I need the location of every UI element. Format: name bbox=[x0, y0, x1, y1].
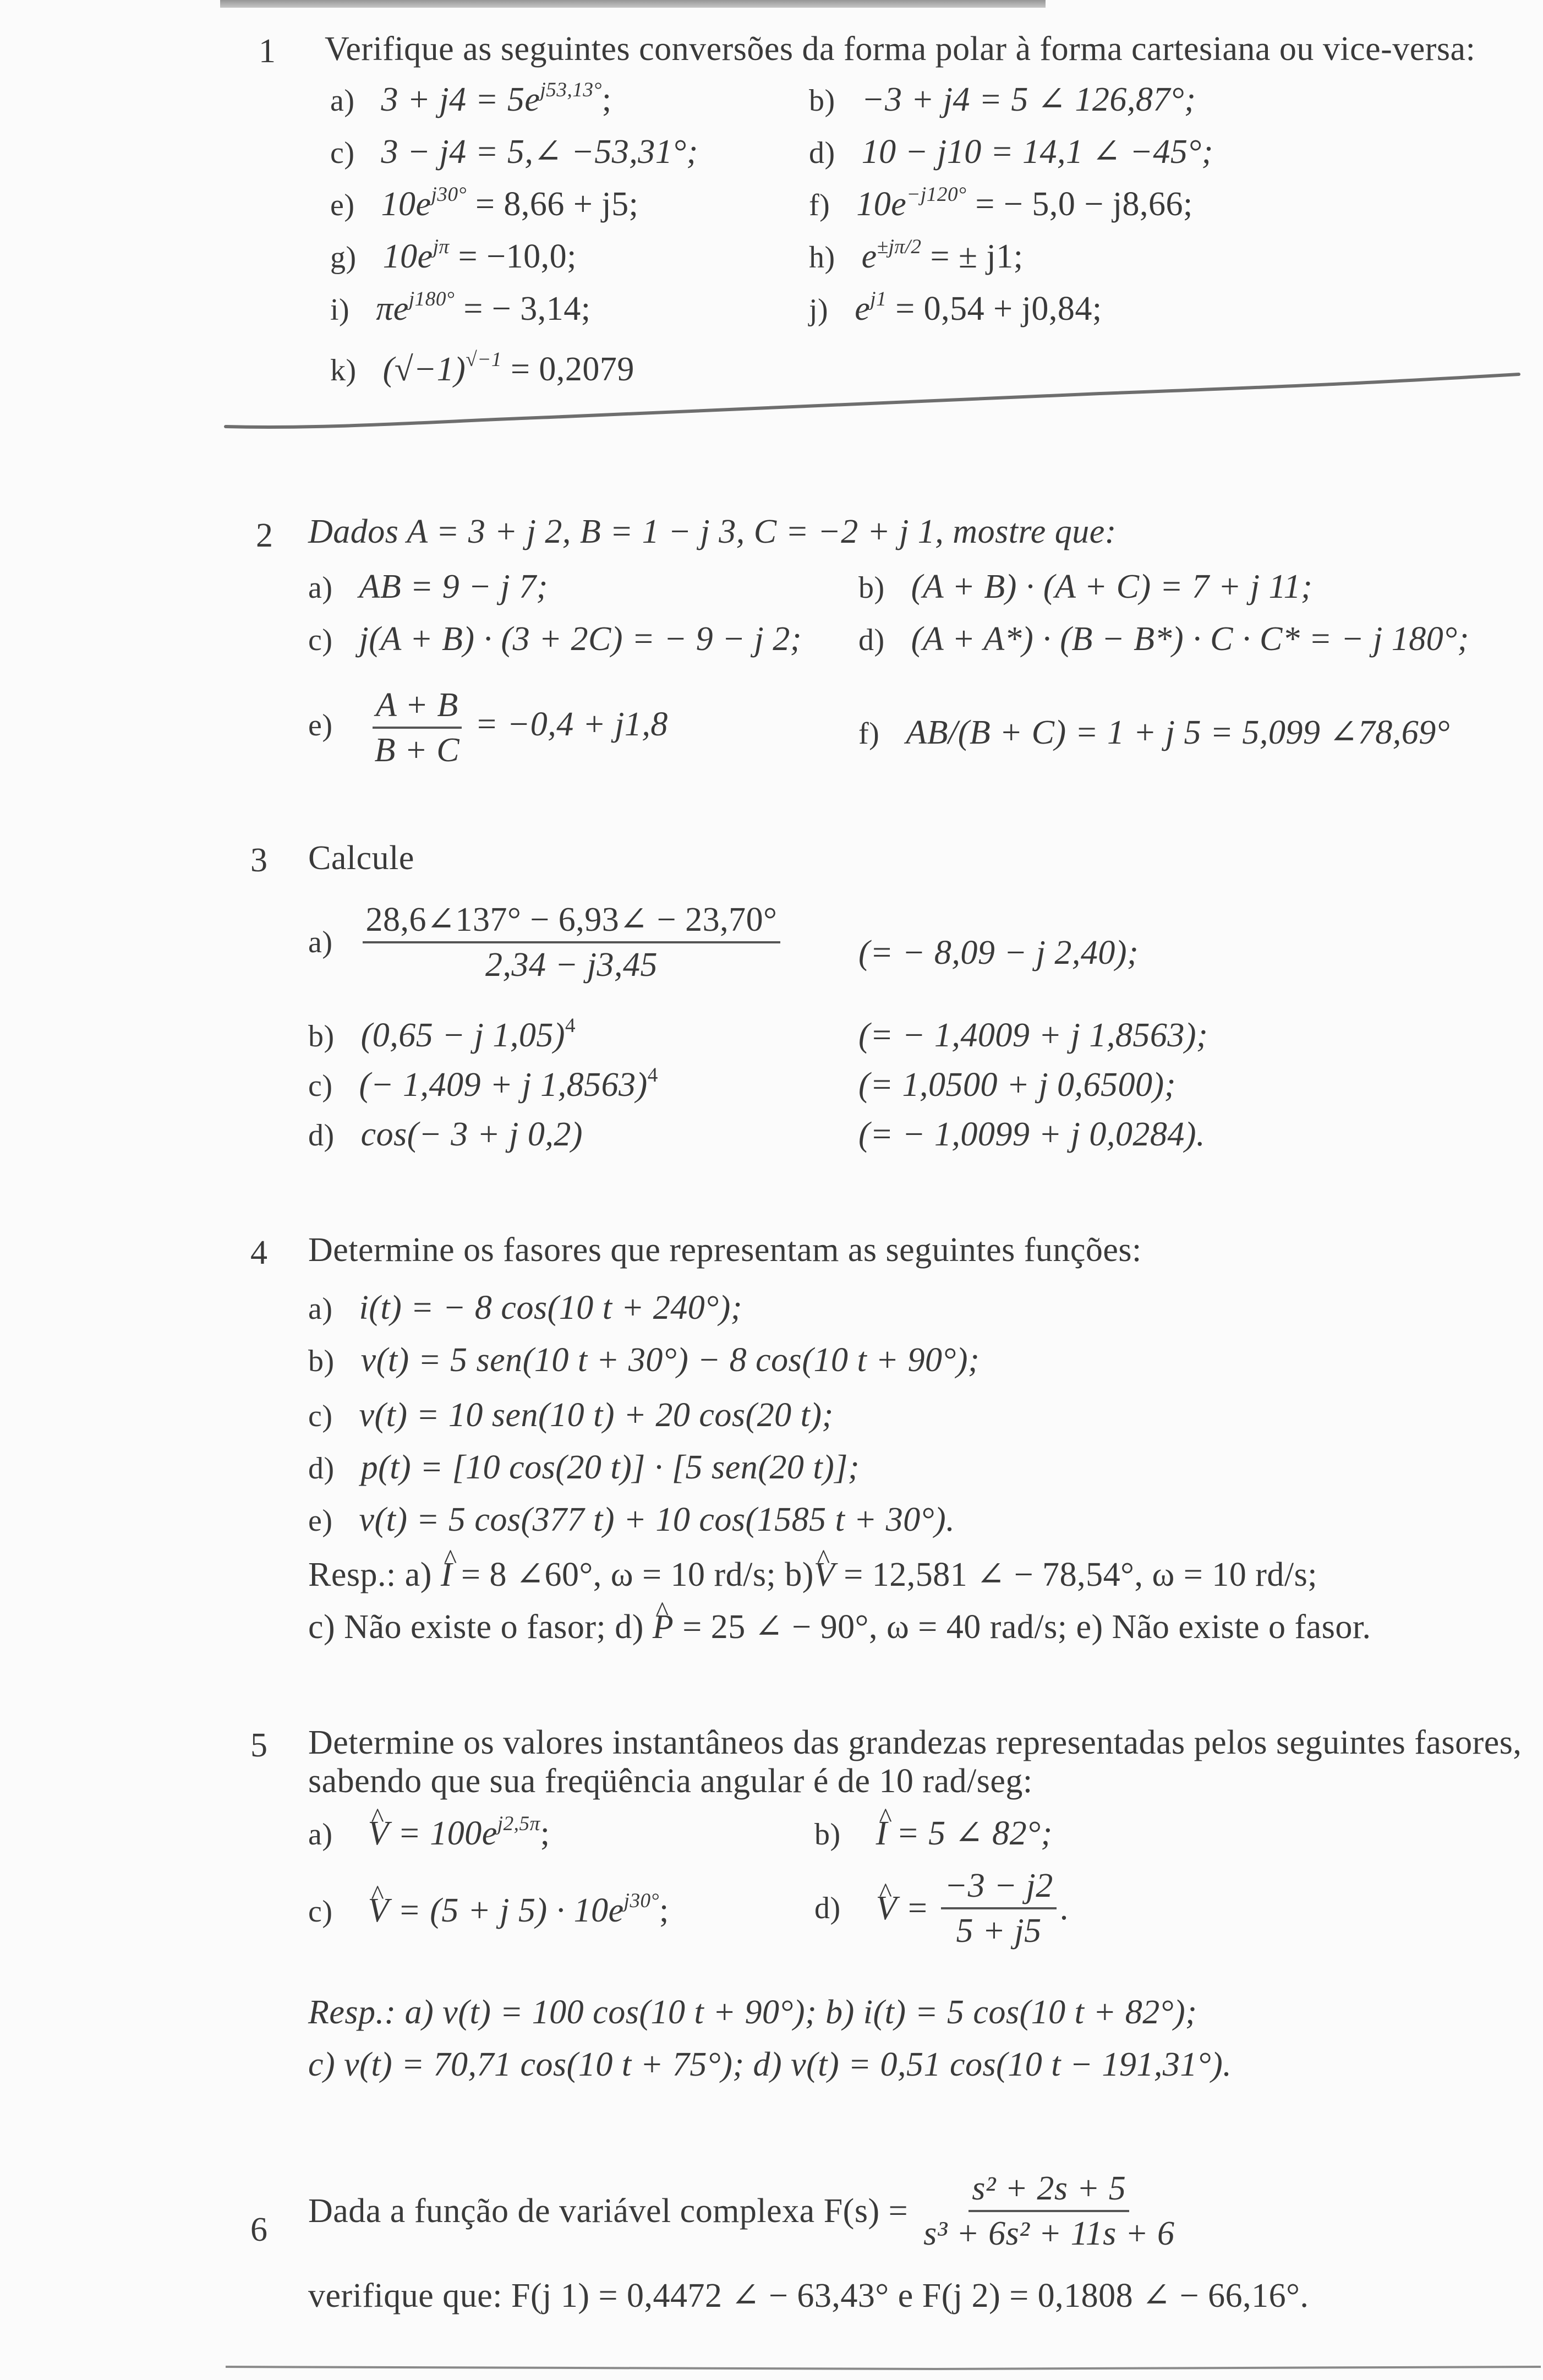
item-label: c) bbox=[330, 136, 355, 170]
fraction bbox=[363, 903, 781, 982]
item-tail: . bbox=[1059, 1890, 1069, 1927]
item-label: d) bbox=[814, 1891, 841, 1925]
item-expr: (A + B) · (A + C) = 7 + j 11; bbox=[911, 568, 1313, 605]
resp-text: = 8 ∠60°, ω = 10 rd/s; b) bbox=[452, 1556, 814, 1593]
q4-prompt: Determine os fasores que representam as seguintes funções: bbox=[308, 1231, 1142, 1269]
item-tail: = 0,54 + j0,84; bbox=[887, 290, 1102, 327]
item-label: c) bbox=[308, 1895, 333, 1929]
q5-item-c bbox=[308, 1889, 669, 1929]
item-exponent: √−1 bbox=[466, 348, 502, 371]
q3-item-c-answer: (= 1,0500 + j 0,6500); bbox=[858, 1066, 1176, 1104]
item-tail: = −0,4 + j1,8 bbox=[466, 706, 668, 744]
numerator: A + B bbox=[373, 688, 462, 729]
item-expr: p(t) = [10 cos(20 t)] · [5 sen(20 t)]; bbox=[360, 1449, 860, 1486]
phasor-symbol: ^ I bbox=[876, 1816, 888, 1850]
q2-item-d bbox=[858, 622, 1469, 656]
denominator: 2,34 − j3,45 bbox=[485, 946, 658, 984]
item-expr: πe bbox=[376, 290, 409, 327]
item-expr: 10 − j10 = 14,1 ∠ −45°; bbox=[861, 133, 1213, 171]
q2-prompt: Dados A = 3 + j 2, B = 1 − j 3, C = −2 + j 1, mostre que: bbox=[308, 513, 1117, 550]
q3-item-d-answer: (= − 1,0099 + j 0,0284). bbox=[858, 1116, 1206, 1153]
q3-item-a bbox=[308, 903, 784, 982]
item-expr: cos(− 3 + j 0,2) bbox=[360, 1116, 583, 1153]
item-label: b) bbox=[814, 1817, 841, 1852]
q4-item-d bbox=[308, 1450, 860, 1484]
item-expr: AB/(B + C) = 1 + j 5 = 5,099 ∠78,69° bbox=[906, 714, 1451, 751]
q3-item-b-answer: (= − 1,4009 + j 1,8563); bbox=[858, 1017, 1208, 1054]
q3-item-a-answer: (= − 8,09 − j 2,40); bbox=[858, 934, 1139, 971]
phasor-symbol: ^ P bbox=[653, 1610, 674, 1644]
q4-item-e bbox=[308, 1503, 955, 1537]
item-label: h) bbox=[809, 241, 835, 275]
item-label: b) bbox=[308, 1344, 335, 1378]
denominator: s³ + 6s² + 11s + 6 bbox=[923, 2215, 1175, 2252]
item-expr: −3 + j4 = 5 ∠ 126,87°; bbox=[861, 81, 1196, 118]
item-label: f) bbox=[858, 717, 880, 751]
item-expr: AB = 9 − j 7; bbox=[359, 568, 548, 605]
item-exponent: ±jπ/2 bbox=[877, 235, 922, 258]
item-label: e) bbox=[330, 188, 355, 222]
item-exponent: j30° bbox=[431, 183, 467, 206]
q1-item-e bbox=[330, 183, 639, 223]
item-expr: e bbox=[855, 290, 871, 327]
item-expr: v(t) = 5 sen(10 t + 30°) − 8 cos(10 t + 90°); bbox=[360, 1341, 980, 1379]
q3-item-d bbox=[308, 1117, 583, 1151]
phasor-symbol: ^ V bbox=[368, 1893, 389, 1928]
item-label: b) bbox=[809, 84, 835, 118]
q4-item-a bbox=[308, 1291, 742, 1325]
resp-text: = 12,581 ∠ − 78,54°, ω = 10 rd/s; bbox=[835, 1556, 1317, 1593]
item-exponent: j30° bbox=[623, 1889, 660, 1912]
item-label: a) bbox=[308, 925, 333, 959]
q5-answer-line-1: Resp.: a) v(t) = 100 cos(10 t + 90°); b) i(t) = 5 cos(10 t + 82°); bbox=[308, 1994, 1197, 2031]
item-label: e) bbox=[308, 1504, 333, 1538]
item-expr: (A + A*) · (B − B*) · C · C* = − j 180°; bbox=[911, 620, 1469, 658]
item-label: j) bbox=[809, 293, 829, 327]
item-label: c) bbox=[308, 1399, 333, 1433]
q5-item-a bbox=[308, 1812, 550, 1852]
fold-line-1 bbox=[0, 330, 1543, 440]
q6-statement bbox=[308, 2171, 1181, 2251]
q6-number: 6 bbox=[250, 2211, 268, 2248]
item-expr: i(t) = − 8 cos(10 t + 240°); bbox=[359, 1289, 742, 1327]
denominator: B + C bbox=[374, 732, 460, 769]
q3-item-b bbox=[308, 1014, 576, 1054]
numerator: s² + 2s + 5 bbox=[969, 2171, 1129, 2212]
q6-prompt: Dada a função de variável complexa F(s) = bbox=[308, 2192, 917, 2230]
item-exponent: j2,5π bbox=[497, 1812, 540, 1835]
fold-line-2 bbox=[0, 2356, 1543, 2378]
item-expr: 10e bbox=[381, 185, 431, 223]
item-exponent: jπ bbox=[433, 235, 450, 258]
item-expr: e bbox=[861, 238, 877, 275]
item-expr: v(t) = 10 sen(10 t) + 20 cos(20 t); bbox=[359, 1396, 834, 1434]
item-label: c) bbox=[308, 1069, 333, 1103]
item-exponent: j53,13° bbox=[540, 78, 602, 101]
q5-prompt-line-2: sabendo que sua freqüência angular é de 10 rad/seg: bbox=[308, 1762, 1033, 1800]
q1-item-f bbox=[809, 183, 1193, 223]
item-label: d) bbox=[308, 1451, 335, 1486]
item-tail: ; bbox=[601, 81, 612, 118]
item-label: e) bbox=[308, 708, 333, 743]
q5-item-d bbox=[814, 1869, 1069, 1948]
resp-text: = 25 ∠ − 90°, ω = 40 rad/s; e) Não existe o fasor. bbox=[674, 1608, 1371, 1646]
item-expr: = 5 ∠ 82°; bbox=[887, 1815, 1053, 1852]
item-tail: ; bbox=[659, 1892, 669, 1929]
item-tail: = 0,2079 bbox=[501, 351, 634, 388]
fraction bbox=[941, 1869, 1056, 1948]
item-label: d) bbox=[858, 623, 885, 657]
q4-item-c bbox=[308, 1398, 834, 1432]
resp-text: Resp.: a) bbox=[308, 1556, 441, 1593]
q1-item-a bbox=[330, 78, 612, 118]
q1-item-i bbox=[330, 287, 591, 327]
q5-prompt-line-1: Determine os valores instantâneos das grandezas representadas pelos seguintes fasores, bbox=[308, 1724, 1522, 1761]
q2-item-b bbox=[858, 570, 1312, 604]
item-exponent: −j120° bbox=[906, 183, 967, 206]
q4-number: 4 bbox=[250, 1234, 268, 1271]
phasor-symbol: ^ V bbox=[814, 1558, 835, 1592]
resp-text: c) Não existe o fasor; d) bbox=[308, 1608, 653, 1646]
cut-off-header-strip bbox=[220, 0, 1046, 8]
item-expr: 3 − j4 = 5,∠ −53,31°; bbox=[381, 133, 698, 171]
item-label: c) bbox=[308, 623, 333, 657]
item-expr: j(A + B) · (3 + 2C) = − 9 − j 2; bbox=[359, 620, 802, 658]
item-expr: 10e bbox=[856, 185, 907, 223]
item-tail: = −10,0; bbox=[449, 238, 577, 275]
item-label: g) bbox=[330, 241, 357, 275]
q5-number: 5 bbox=[250, 1727, 268, 1764]
numerator: −3 − j2 bbox=[941, 1869, 1056, 1909]
item-label: b) bbox=[858, 571, 885, 605]
q4-item-b bbox=[308, 1343, 980, 1377]
item-label: a) bbox=[308, 571, 333, 605]
q1-item-j bbox=[809, 287, 1102, 327]
item-tail: = 8,66 + j5; bbox=[466, 185, 639, 223]
q1-prompt: Verifique as seguintes conversões da forma polar à forma cartesiana ou vice-versa: bbox=[325, 30, 1476, 68]
q5-answer-line-2: c) v(t) = 70,71 cos(10 t + 75°); d) v(t) = 0,51 cos(10 t − 191,31°). bbox=[308, 2046, 1232, 2083]
item-label: k) bbox=[330, 353, 357, 387]
q3-number: 3 bbox=[250, 842, 268, 879]
item-tail: = − 3,14; bbox=[455, 290, 591, 327]
item-label: d) bbox=[809, 136, 835, 170]
q1-item-d bbox=[809, 135, 1213, 169]
item-expr: (0,65 − j 1,05) bbox=[360, 1017, 566, 1054]
phasor-symbol: ^ V bbox=[876, 1891, 897, 1925]
item-label: f) bbox=[809, 188, 830, 222]
item-exponent: 4 bbox=[565, 1014, 576, 1037]
item-label: i) bbox=[330, 293, 350, 327]
fraction bbox=[371, 688, 463, 767]
q4-answer-line-2 bbox=[308, 1610, 1371, 1644]
q2-item-a bbox=[308, 570, 548, 604]
item-expr: 3 + j4 = 5e bbox=[381, 81, 540, 118]
item-expr: = 100e bbox=[389, 1815, 497, 1852]
item-tail: = ± j1; bbox=[921, 238, 1024, 275]
q1-item-g bbox=[330, 235, 577, 275]
q2-item-f bbox=[858, 716, 1450, 750]
item-label: d) bbox=[308, 1118, 335, 1153]
q3-item-c bbox=[308, 1063, 658, 1104]
fraction bbox=[920, 2171, 1178, 2251]
q1-item-b bbox=[809, 83, 1196, 117]
q2-number: 2 bbox=[256, 517, 273, 554]
item-label: a) bbox=[330, 84, 355, 118]
item-tail: = − 5,0 − j8,66; bbox=[966, 185, 1193, 223]
phasor-symbol: ^ V bbox=[368, 1816, 389, 1850]
phasor-symbol: ^ I bbox=[441, 1558, 452, 1592]
q1-item-h bbox=[809, 235, 1024, 275]
q2-item-e bbox=[308, 688, 668, 767]
item-label: a) bbox=[308, 1292, 333, 1326]
item-expr: v(t) = 5 cos(377 t) + 10 cos(1585 t + 30°). bbox=[359, 1501, 955, 1538]
item-tail: ; bbox=[540, 1815, 550, 1852]
q1-number: 1 bbox=[259, 32, 276, 70]
q3-prompt: Calcule bbox=[308, 839, 414, 877]
q6-verify: verifique que: F(j 1) = 0,4472 ∠ − 63,43° e F(j 2) = 0,1808 ∠ − 66,16°. bbox=[308, 2277, 1309, 2315]
item-label: b) bbox=[308, 1019, 335, 1053]
item-exponent: j180° bbox=[408, 287, 455, 310]
numerator: 28,6∠137° − 6,93∠ − 23,70° bbox=[363, 903, 781, 943]
q5-item-b bbox=[814, 1816, 1053, 1850]
q1-item-c bbox=[330, 135, 698, 169]
item-expr: 10e bbox=[382, 238, 433, 275]
item-exponent: 4 bbox=[647, 1063, 658, 1087]
denominator: 5 + j5 bbox=[956, 1912, 1042, 1950]
item-expr: (√−1) bbox=[382, 351, 466, 388]
q2-item-c bbox=[308, 622, 802, 656]
q4-answer-line-1 bbox=[308, 1558, 1317, 1592]
item-expr: (− 1,409 + j 1,8563) bbox=[359, 1066, 648, 1104]
item-exponent: j1 bbox=[870, 287, 887, 310]
item-expr: = (5 + j 5) · 10e bbox=[389, 1892, 624, 1929]
item-label: a) bbox=[308, 1817, 333, 1852]
item-expr: = bbox=[897, 1890, 938, 1927]
